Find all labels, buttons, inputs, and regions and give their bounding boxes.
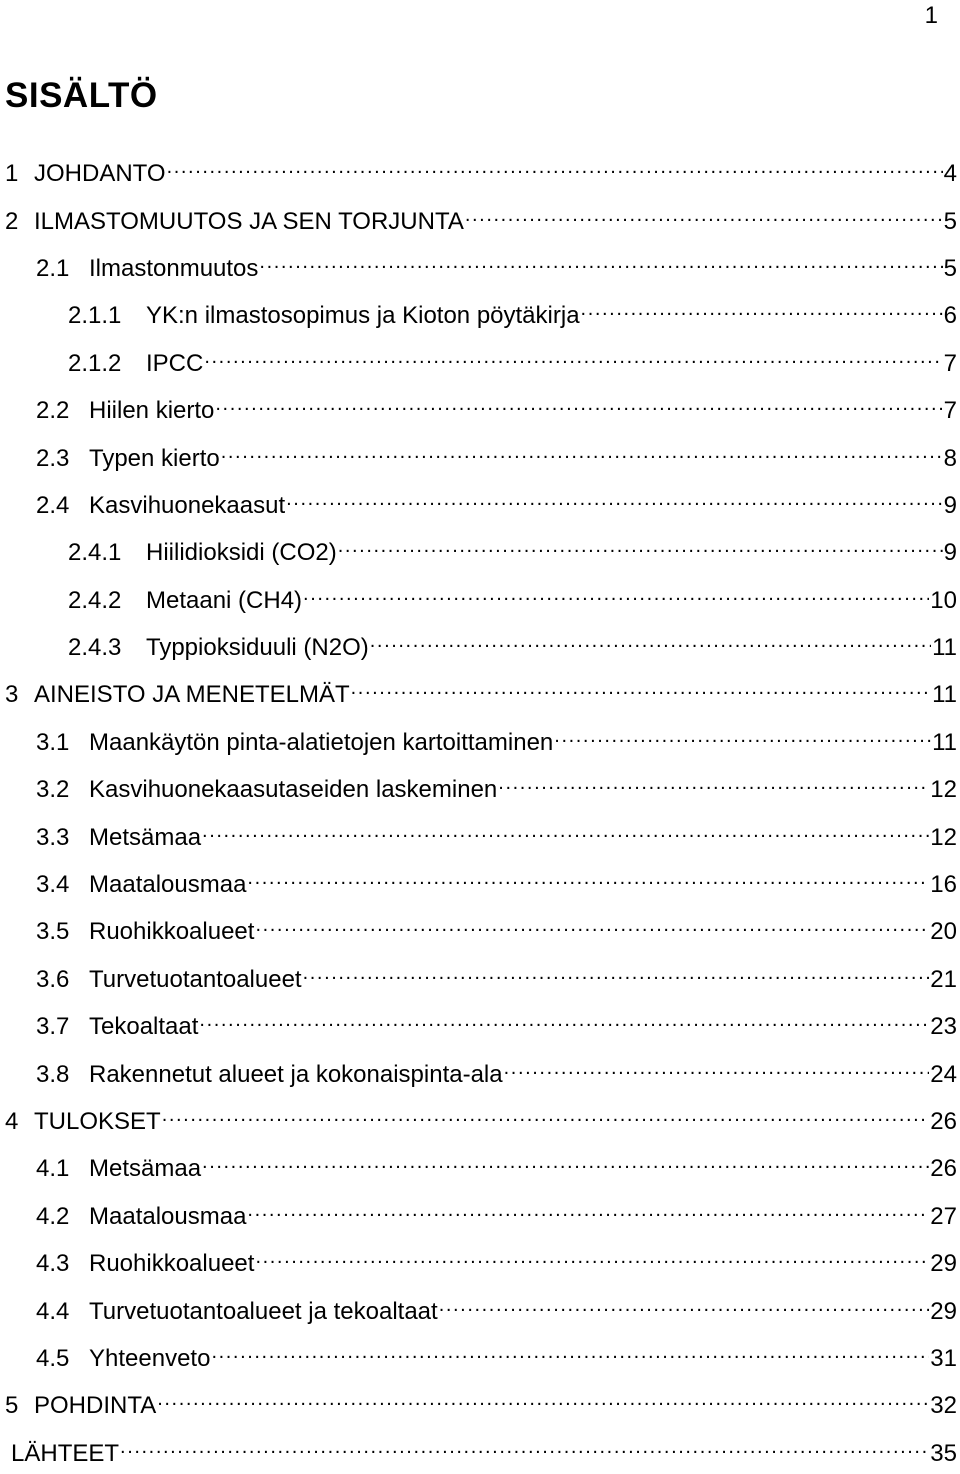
toc-entry-label: Typen kierto <box>89 444 220 472</box>
toc-entry-page: 26 <box>930 1108 957 1135</box>
toc-entry-page: 11 <box>932 681 957 709</box>
toc-entry-number: 3.5 <box>36 918 70 946</box>
toc-entry-number: 2.2 <box>36 397 70 425</box>
toc-entry[interactable] <box>0 858 960 905</box>
toc-entry-label: Turvetuotantoalueet ja tekoaltaat <box>89 1297 438 1325</box>
toc-entry-number: 3.4 <box>36 871 70 899</box>
toc-entry-number: 3.2 <box>36 776 70 804</box>
toc-entry[interactable] <box>0 526 960 573</box>
toc-entry[interactable] <box>0 668 960 715</box>
toc-entry-label: Kasvihuonekaasut <box>89 491 286 519</box>
toc-entry-page: 29 <box>930 1250 957 1278</box>
toc-entry[interactable] <box>0 147 960 194</box>
toc-entry-page: 32 <box>930 1392 957 1420</box>
table-of-contents <box>0 147 960 1474</box>
toc-entry[interactable] <box>0 479 960 526</box>
toc-entry-page: 5 <box>943 254 957 282</box>
toc-entry-label: Ruohikkoalueet <box>89 1250 255 1278</box>
toc-entry-number: 1 <box>5 160 19 188</box>
toc-entry-label: JOHDANTO <box>34 160 166 188</box>
toc-entry-label: Ilmastonmuutos <box>89 254 259 282</box>
toc-entry-number: 4.5 <box>36 1344 70 1372</box>
toc-entry-page: 20 <box>930 918 957 946</box>
toc-entry[interactable] <box>0 1142 960 1189</box>
toc-entry-number: 3.8 <box>36 1060 70 1088</box>
toc-entry-label: AINEISTO JA MENETELMÄT <box>34 681 350 709</box>
toc-entry[interactable] <box>0 1427 960 1474</box>
toc-entry-label: Metsämaa <box>89 823 202 851</box>
toc-entry-page: 24 <box>930 1060 957 1088</box>
toc-entry-page: 11 <box>932 728 957 756</box>
toc-entry-label: Turvetuotantoalueet <box>89 965 302 993</box>
toc-entry-number: 2 <box>5 207 19 235</box>
toc-entry-label: ILMASTOMUUTOS JA SEN TORJUNTA <box>34 207 464 235</box>
toc-entry[interactable] <box>0 810 960 857</box>
toc-dot-leader <box>204 343 942 371</box>
toc-entry-number: 2.4 <box>36 491 70 519</box>
toc-entry-label: YK:n ilmastosopimus ja Kioton pöytäkirja <box>146 302 580 330</box>
toc-entry-number: 4.3 <box>36 1250 70 1278</box>
toc-entry-page: 9 <box>943 491 957 519</box>
toc-entry-number: 2.4.1 <box>68 539 122 567</box>
toc-entry[interactable] <box>0 194 960 241</box>
toc-dot-leader <box>370 627 931 655</box>
toc-entry[interactable] <box>0 1379 960 1426</box>
toc-entry-page: 35 <box>930 1439 957 1467</box>
toc-dot-leader <box>202 1148 929 1176</box>
toc-entry[interactable] <box>0 574 960 621</box>
toc-entry-label: Typpioksiduuli (N2O) <box>146 634 369 662</box>
toc-entry[interactable] <box>0 1332 960 1379</box>
toc-entry-number: 2.3 <box>36 444 70 472</box>
toc-entry-label: POHDINTA <box>34 1392 157 1420</box>
toc-entry-page: 9 <box>943 539 957 567</box>
toc-entry-page: 31 <box>930 1344 957 1372</box>
toc-entry-label: LÄHTEET <box>11 1439 120 1467</box>
toc-dot-leader <box>221 438 943 466</box>
toc-dot-leader <box>351 674 931 702</box>
toc-entry-label: Tekoaltaat <box>89 1013 199 1041</box>
toc-entry[interactable] <box>0 242 960 289</box>
toc-entry-page: 6 <box>943 302 957 330</box>
toc-entry-label: Hiilen kierto <box>89 397 215 425</box>
toc-dot-leader <box>162 1101 930 1129</box>
toc-entry-number: 4.4 <box>36 1297 70 1325</box>
toc-dot-leader <box>202 817 929 845</box>
toc-dot-leader <box>255 1243 929 1271</box>
toc-entry[interactable] <box>0 763 960 810</box>
toc-entry-page: 27 <box>930 1202 957 1230</box>
page-number: 1 <box>924 2 938 29</box>
toc-entry[interactable] <box>0 716 960 763</box>
toc-entry-number: 3.3 <box>36 823 70 851</box>
toc-entry-label: Metsämaa <box>89 1155 202 1183</box>
toc-entry-label: Maatalousmaa <box>89 871 247 899</box>
toc-dot-leader <box>120 1433 929 1461</box>
toc-entry-label: Maatalousmaa <box>89 1202 247 1230</box>
toc-entry-page: 4 <box>943 160 957 188</box>
toc-entry-page: 21 <box>930 965 957 993</box>
toc-entry-page: 7 <box>943 397 957 425</box>
toc-entry[interactable] <box>0 1237 960 1284</box>
toc-entry-page: 29 <box>930 1297 957 1325</box>
toc-entry[interactable] <box>0 1047 960 1094</box>
toc-entry-label: Maankäytön pinta-alatietojen kartoittaminen <box>89 728 554 756</box>
toc-entry-page: 12 <box>930 823 957 851</box>
toc-entry-label: Yhteenveto <box>89 1344 211 1372</box>
toc-entry[interactable] <box>0 384 960 431</box>
toc-dot-leader <box>215 390 942 418</box>
toc-entry-label: Rakennetut alueet ja kokonaispinta-ala <box>89 1060 503 1088</box>
toc-dot-leader <box>303 959 930 987</box>
toc-entry[interactable] <box>0 1190 960 1237</box>
toc-dot-leader <box>211 1338 929 1366</box>
toc-entry-label: Metaani (CH4) <box>146 586 303 614</box>
toc-dot-leader <box>504 1054 930 1082</box>
toc-dot-leader <box>247 864 929 892</box>
toc-entry-page: 26 <box>930 1155 957 1183</box>
toc-entry-number: 2.1.1 <box>68 302 122 330</box>
toc-entry-number: 3.6 <box>36 965 70 993</box>
toc-entry-number: 4.1 <box>36 1155 70 1183</box>
toc-entry-page: 7 <box>943 349 957 377</box>
toc-entry-number: 3 <box>5 681 19 709</box>
toc-entry-label: IPCC <box>146 349 204 377</box>
toc-entry-page: 8 <box>943 444 957 472</box>
toc-entry[interactable] <box>0 1000 960 1047</box>
toc-entry[interactable] <box>0 431 960 478</box>
toc-dot-leader <box>286 485 943 513</box>
toc-entry-label: Kasvihuonekaasutaseiden laskeminen <box>89 776 498 804</box>
toc-entry[interactable] <box>0 1284 960 1331</box>
toc-dot-leader <box>247 1196 929 1224</box>
toc-entry-label: Hiilidioksidi (CO2) <box>146 539 337 567</box>
toc-dot-leader <box>465 201 943 229</box>
toc-entry[interactable] <box>0 953 960 1000</box>
toc-dot-leader <box>157 1385 929 1413</box>
toc-dot-leader <box>259 248 942 276</box>
toc-entry-number: 4.2 <box>36 1202 70 1230</box>
toc-entry-page: 12 <box>930 776 957 804</box>
toc-entry[interactable] <box>0 1095 960 1142</box>
toc-dot-leader <box>199 1006 929 1034</box>
toc-entry-page: 11 <box>932 634 957 662</box>
toc-entry-page: 23 <box>930 1013 957 1041</box>
toc-entry-page: 16 <box>930 871 957 899</box>
toc-entry-number: 2.1 <box>36 254 70 282</box>
toc-entry-number: 5 <box>5 1392 19 1420</box>
toc-dot-leader <box>581 295 943 323</box>
toc-entry-number: 2.4.2 <box>68 586 122 614</box>
toc-entry[interactable] <box>0 289 960 336</box>
toc-dot-leader <box>255 911 929 939</box>
toc-entry[interactable] <box>0 337 960 384</box>
toc-dot-leader <box>167 153 943 181</box>
toc-entry-number: 4 <box>5 1108 19 1135</box>
toc-entry-page: 10 <box>930 586 957 614</box>
toc-dot-leader <box>498 769 929 797</box>
toc-dot-leader <box>439 1291 930 1319</box>
toc-entry[interactable] <box>0 621 960 668</box>
toc-entry-number: 3.7 <box>36 1013 70 1041</box>
toc-title: SISÄLTÖ <box>5 76 158 115</box>
toc-dot-leader <box>338 532 943 560</box>
toc-entry-number: 3.1 <box>36 728 70 756</box>
toc-dot-leader <box>554 722 931 750</box>
toc-entry-number: 2.4.3 <box>68 634 122 662</box>
toc-entry-page: 5 <box>943 207 957 235</box>
toc-entry-label: Ruohikkoalueet <box>89 918 255 946</box>
toc-entry-number: 2.1.2 <box>68 349 122 377</box>
toc-entry[interactable] <box>0 905 960 952</box>
toc-entry-label: TULOKSET <box>34 1108 161 1135</box>
toc-dot-leader <box>303 580 929 608</box>
